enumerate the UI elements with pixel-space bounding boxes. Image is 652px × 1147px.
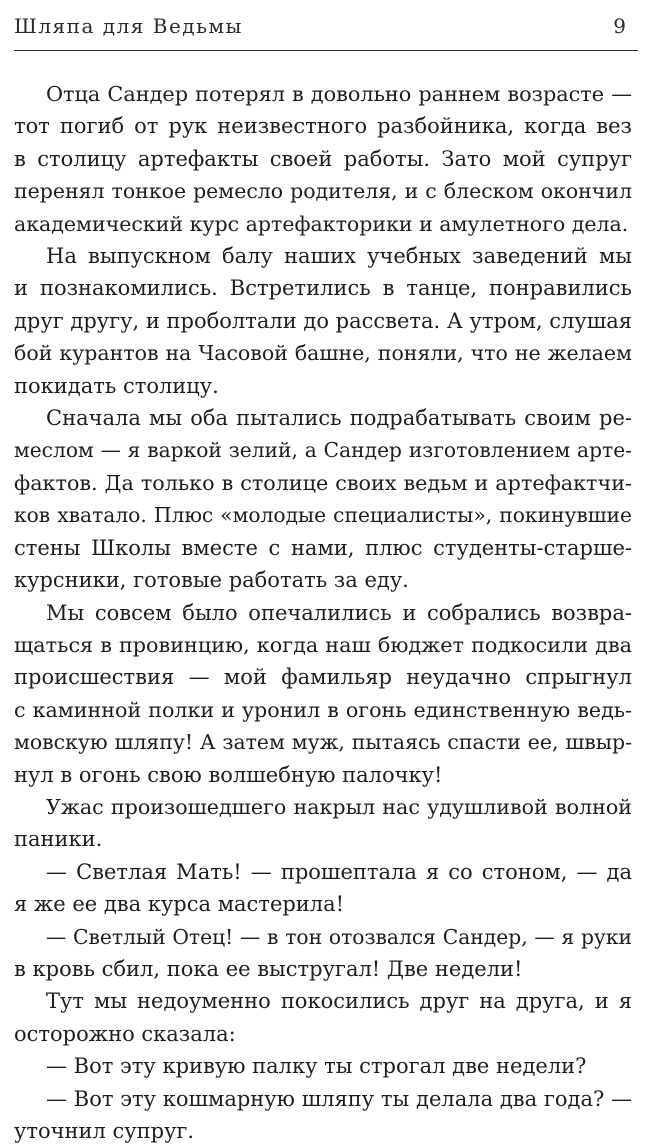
text-line: осторожно сказала: xyxy=(14,1021,236,1046)
text-line: академический курс артефакторики и амулетного дела. xyxy=(14,211,629,236)
paragraph xyxy=(14,1050,632,1082)
text-line: в кровь сбил, пока ее выстругал! Две недели! xyxy=(14,956,523,981)
text-line: мовскую шляпу! А затем муж, пытаясь спасти ее, швыр- xyxy=(14,730,632,755)
text-line: стены Школы вместе с нами, плюс студенты-старше- xyxy=(14,535,632,560)
text-line: паники. xyxy=(14,827,103,852)
text-line: Ужас произошедшего накрыл нас удушливой волной xyxy=(46,794,632,819)
text-line: Тут мы недоуменно покосились друг на друга, и я xyxy=(46,989,632,1014)
text-line: Сначала мы оба пытались подрабатывать своим ре- xyxy=(46,406,632,431)
text-line: в столицу артефакты своей работы. Зато мой супруг xyxy=(14,146,632,171)
paragraph xyxy=(14,985,632,1050)
body-text xyxy=(14,78,632,1147)
paragraph xyxy=(14,1083,632,1147)
header-rule xyxy=(14,50,638,51)
page-number: 9 xyxy=(613,14,626,38)
text-line: Отца Сандер потерял в довольно раннем возрасте — xyxy=(46,82,632,106)
running-head: Шляпа для Ведьмы xyxy=(14,14,243,38)
text-line: — Вот эту кошмарную шляпу ты делала два года? — xyxy=(46,1086,632,1111)
text-line: курсники, готовые работать за еду. xyxy=(14,568,409,593)
paragraph xyxy=(14,402,632,596)
text-line: Мы совсем было опечалились и собрались возвра- xyxy=(46,600,632,625)
text-line: — Светлая Мать! — прошептала я со стоном, — да xyxy=(46,859,632,884)
paragraph xyxy=(14,921,632,986)
text-line: уточнил супруг. xyxy=(14,1119,195,1143)
paragraph xyxy=(14,856,632,921)
text-line: перенял тонкое ремесло родителя, и с блеском окончил xyxy=(14,179,632,204)
text-line: На выпускном балу наших учебных заведений мы xyxy=(46,244,632,269)
text-line: покидать столицу. xyxy=(14,373,219,398)
paragraph xyxy=(14,597,632,791)
text-line: фактов. Да только в столице своих ведьм и артефактчи- xyxy=(14,470,632,495)
text-line: щаться в провинцию, когда наш бюджет подкосили два xyxy=(14,632,632,657)
text-line: нул в огонь свою волшебную палочку! xyxy=(14,762,443,787)
text-line: я же ее два курса мастерила! xyxy=(14,892,345,917)
paragraph xyxy=(14,791,632,856)
text-line: и познакомились. Встретились в танце, понравились xyxy=(14,276,632,301)
paragraph xyxy=(14,78,632,240)
text-line: с каминной полки и уронил в огонь единственную ведь- xyxy=(14,697,632,722)
text-line: ков хватало. Плюс «молодые специалисты», покинувшие xyxy=(14,503,632,528)
text-line: бой курантов на Часовой башне, поняли, что не желаем xyxy=(14,341,632,366)
text-line: происшествия — мой фамильяр неудачно спрыгнул xyxy=(14,665,632,690)
paragraph xyxy=(14,240,632,402)
text-line: друг другу, и проболтали до рассвета. А утром, слушая xyxy=(14,308,632,333)
text-line: — Светлый Отец! — в тон отозвался Сандер, — я руки xyxy=(46,924,632,949)
text-line: меслом — я варкой зелий, а Сандер изготовлением арте- xyxy=(14,438,632,463)
text-line: — Вот эту кривую палку ты строгал две недели? xyxy=(46,1054,587,1079)
text-line: тот погиб от рук неизвестного разбойника, когда вез xyxy=(14,114,632,139)
